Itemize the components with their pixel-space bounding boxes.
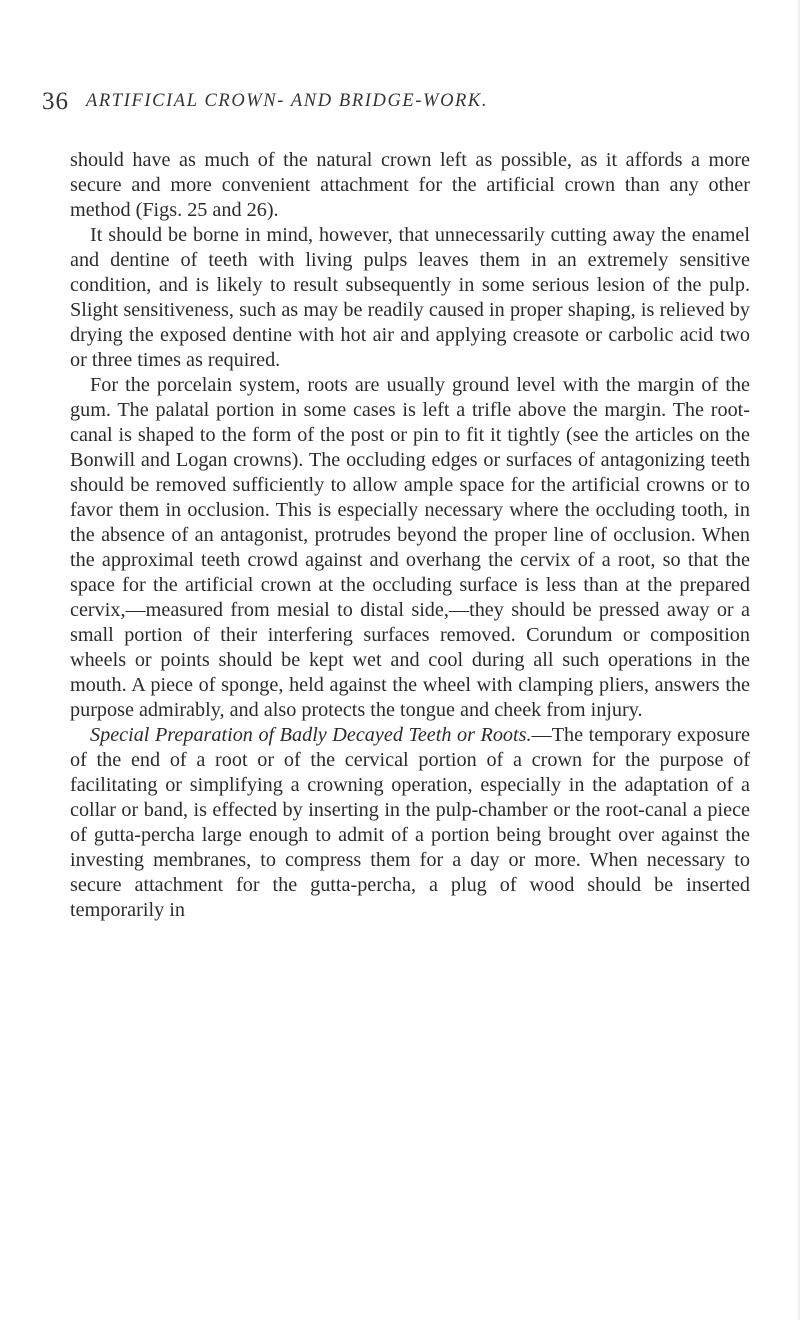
paragraph-3 xyxy=(70,373,750,723)
running-title: ARTIFICIAL CROWN- AND BRIDGE-WORK. xyxy=(86,91,489,111)
page-number: 36 xyxy=(42,88,69,115)
paragraph-2 xyxy=(70,223,750,373)
page-header xyxy=(42,88,762,128)
scan-edge-shadow xyxy=(796,0,800,1320)
paragraph-4 xyxy=(70,723,750,923)
paragraph-2-text: It should be borne in mind, however, that unnecessarily cutting away the enamel and dentine of teeth with living pulps leaves them in an extremely sensitive condition, and is likely to result subsequently in some serious lesion of the pulp. Slight sensitiveness, such as may be readily caused in proper shaping, is relieved by drying the exposed dentine with hot air and applying creasote or carbolic acid two or three times as required. xyxy=(70,224,750,371)
paragraph-1 xyxy=(70,148,750,223)
section-heading: Special Preparation of Badly Decayed Teeth or Roots. xyxy=(90,724,532,746)
body-text xyxy=(70,148,750,923)
paragraph-4-text: —The temporary exposure of the end of a root or of the cervical portion of a crown for the purpose of facilitating or simplifying a crowning operation, especially in the adaptation of a collar or band, is effected by inserting in the pulp-chamber or the root-canal a piece of gutta-percha large enough to admit of a portion being brought over against the investing membranes, to compress them for a day or more. When necessary to secure attachment for the gutta-percha, a plug of wood should be inserted temporarily in xyxy=(70,724,751,921)
paragraph-3-text: For the porcelain system, roots are usually ground level with the margin of the gum. The palatal portion in some cases is left a trifle above the margin. The root-canal is shaped to the form of the post or pin to fit it tightly (see the articles on the Bonwill and Logan crowns). The occluding edges or surfaces of antagonizing teeth should be removed sufficiently to allow ample space for the artificial crowns or to favor them in occlusion. This is especially necessary where the occluding tooth, in the absence of an antagonist, protrudes beyond the proper line of occlusion. When the approximal teeth crowd against and overhang the cervix of a root, so that the space for the artificial crown at the occluding surface is less than at the prepared cervix,—measured from mesial to distal side,—they should be pressed away or a small portion of their interfering surfaces removed. Corundum or composition wheels or points should be kept wet and cool during all such operations in the mouth. A piece of sponge, held against the wheel with clamping pliers, answers the purpose admirably, and also protects the tongue and cheek from injury. xyxy=(70,374,750,721)
paragraph-1-text: should have as much of the natural crown left as possible, as it affords a more secure and more convenient attachment for the artificial crown than any other method (Figs. 25 and 26). xyxy=(70,149,750,221)
